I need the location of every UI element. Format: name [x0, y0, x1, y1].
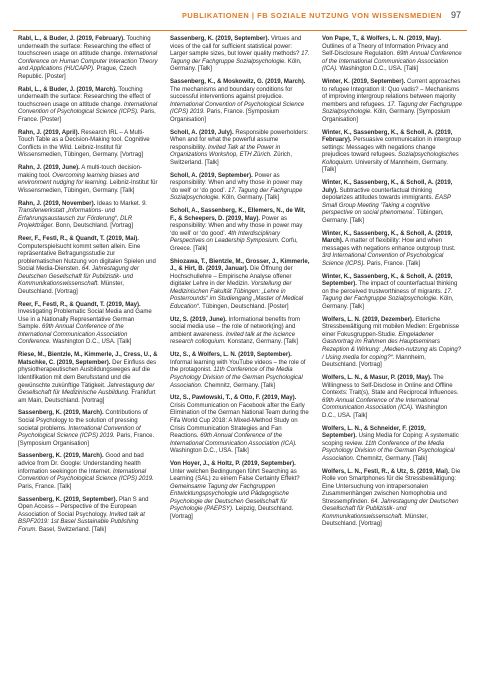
entry-details: Basel, Switzerland. [Talk] — [38, 526, 107, 533]
publication-entry — [170, 36, 310, 74]
entry-venue: Overcoming learning biases and environment nudging for learning. — [18, 172, 140, 187]
entry-details: Leipzig, Deutschland. [Vortrag] — [170, 506, 294, 520]
entry-venue: Jahrestagung der Gesellschaft für Medizinische Ausbildung. — [18, 382, 155, 397]
publication-entry — [18, 410, 158, 448]
entry-venue: 11th Conference of the Media Psychology Division of the German Psychological Association. — [322, 440, 455, 462]
entry-authors: Winter, K., Sassenberg, K., & Scholl, A. (2019, July). — [322, 180, 453, 194]
entry-details: Washington D.C., USA. [Talk] — [170, 448, 249, 455]
entry-authors: Wolfers, L. N., & Masur, P. (2019, May). — [322, 374, 432, 381]
entry-details: University of Mannheim, Germany. [Talk] — [322, 159, 448, 174]
entry-title: Good and bad advice from Dr. Google: Understanding health information seekingon the Internet. — [18, 453, 144, 475]
entry-venue: 17. Tagung der Fachgruppe Sozialpsychologie. — [322, 101, 462, 116]
entry-details: Paris, France. [Poster] — [18, 109, 156, 123]
entry-details: Tübingen, Deutschland. [Poster] — [202, 303, 289, 310]
entry-authors: Sassenberg, K. (2019, March). — [18, 410, 104, 417]
entry-authors: Utz, S., & Wolfers, L. N. (2019, September). — [170, 352, 292, 359]
entry-title: Subtractive counterfactual thinking depolarizes attitudes towards immigrants. — [322, 187, 434, 202]
entry-title: Die Öffnung der Hochschullehre – Empirische Analyse offener digitaler Lehre in der Medizin. — [170, 266, 293, 288]
publication-entry — [170, 259, 310, 312]
entry-venue: 17. Tagung der Fachgruppe Sozialpsychologie. — [322, 288, 453, 303]
publication-entry — [322, 79, 462, 124]
entry-details: Leibniz-Institut für Wissensmedien, Tübingen, Germany. [Talk] — [18, 180, 158, 194]
entry-title: A multi-touch decision-making tool. — [18, 165, 143, 179]
entry-title: The mechanisms and boundary conditions for successful interventions against prejudice. — [170, 86, 293, 101]
entry-details: Köln, Germany. [Talk] — [221, 195, 280, 202]
publication-entry — [18, 352, 158, 405]
entry-authors: Riese, M., Bientzle, M., Kimmerle, J., Cress, U., & Matschke, C. (2019, September). — [18, 352, 158, 366]
entry-details: Konstanz, Germany. [Talk] — [227, 339, 298, 346]
entry-authors: Sassenberg, K. (2019, September). — [170, 36, 270, 42]
entry-title: Virtues and vices of the call for sufficient statistical power: Larger sample sizes, but lower quality methods? — [170, 36, 302, 58]
publication-entry — [170, 317, 310, 347]
column-1 — [18, 36, 158, 540]
entry-details: Köln, Germany. [Talk] — [170, 58, 302, 73]
entry-venue: Vorstellung der Medizinischen Fakultät Tübingen: „Lehre in Posterrounds“ im Studiengang „Master of Medical Education“. — [170, 281, 304, 310]
entry-details: Washington D.C., USA. [Talk] — [52, 339, 132, 346]
publication-entry — [18, 201, 158, 231]
publication-entry — [322, 274, 462, 312]
entry-title: Plan S and Open Access – Perspective of the European Association of Social Psychology. — [18, 496, 149, 518]
entry-details: Frankfurt am Main, Deutschland. [Vortrag] — [18, 390, 156, 404]
publication-entry — [322, 231, 462, 269]
entry-title: Unter welchen Bedingungen führt Searching as Learning (SAL) zu einem False Certainty Effekt? — [170, 468, 300, 483]
entry-title: Informal learning with YouTube videos – the role of the protagonist. — [170, 359, 306, 374]
entry-venue: 17. Tagung der Fachgruppe Sozialpsychologie. — [170, 187, 303, 202]
publication-entry — [322, 426, 462, 464]
entry-venue: Gemeinsame Tagung der Fachgruppen Entwicklungspsychologie und Pädagogische Psychologie der Deutschen Gesellschaft für Psychologie (PAEPSY). — [170, 483, 290, 513]
entry-title: Contributions of Social Psychology to the solution of pressing societal problems. — [18, 410, 148, 432]
entry-details: Tübingen, Germany. [Talk] — [322, 210, 444, 224]
entry-authors: Winter, K., Sassenberg, K., & Scholl, A. (2019, February). — [322, 129, 453, 144]
entry-title: Informational benefits from social media use – the role of network(ing) and ambient awareness. — [170, 316, 301, 338]
entry-details: Paris, France. [Symposium Organisation] — [18, 433, 155, 447]
entry-venue: International Convention of Psychological Science (ICPS) 2019. — [18, 468, 154, 483]
header-rule — [13, 30, 467, 31]
page-header — [0, 11, 480, 27]
entry-venue: 4th Interdisciplinary Perspectives on Leadership Symposium. — [170, 230, 281, 245]
entry-title: Elterliche Stressbewältigung mit mobilen Medien: Ergebnisse einer Fokusgruppen-Studie. — [322, 316, 460, 338]
entry-authors: Winter, K., Sassenberg, K., & Scholl, A. (2019, September). — [322, 273, 453, 288]
entry-details: Münster, Deutschland. [Vortrag] — [322, 513, 428, 528]
entry-title: Responsible powerholders: When and for what the powerful assume responsibility. — [170, 129, 309, 151]
page-number: 97 — [450, 10, 461, 20]
entry-venue: 64. Jahrestagung der Deutschen Gesellschaft für Publizistik- und Kommunikationswissenschaft. — [322, 498, 459, 520]
entry-authors: Reer, F., Festl, R., & Quandt, T. (2019, May). — [18, 301, 141, 308]
entry-venue: 3rd International Convention of Psychological Science (ICPS). — [322, 253, 444, 267]
entry-title: Using Media for Coping: A systematic scoping review. — [322, 433, 459, 447]
entry-title: Research IRL – A Multi-Touch Table as a Decision-Making tool. Cognitive Conflicts in the Wild. — [18, 129, 150, 151]
entry-venue: International Convention of Psychological Science (ICPS) 2019. — [170, 101, 305, 116]
entry-venue: EASP Small Group Meeting ‘Taking a cognitive perspective on social phenomena’. — [322, 195, 451, 217]
publication-entry — [170, 352, 310, 390]
publication-entry — [170, 173, 310, 203]
publication-entry — [170, 130, 310, 168]
publication-entry — [322, 317, 462, 370]
entry-details: Washington D.C., USA. [Talk] — [339, 66, 419, 73]
entry-venue: Invited talk at BSPF2019: 1st Basel Sustainable Publishing Forum. — [18, 511, 145, 533]
entry-title: Power as responsibility: When and why those in power may ‘do well’ or ‘do good’. — [170, 215, 303, 237]
entry-venue: Invited talk at the iscience research colloquium. — [170, 331, 296, 346]
entry-authors: Rabl, L., & Buder, J. (2019, March). — [18, 86, 117, 93]
publication-entry — [18, 130, 158, 160]
entry-authors: Von Pape, T., & Wolfers, L. N. (2019, May). — [322, 36, 442, 42]
entry-authors: Wolfers, L. N., Festl, R., & Utz, S. (2019, Mai). — [322, 468, 450, 475]
entry-details: Bonn, Deutschland. [Vortrag] — [55, 223, 134, 230]
entry-venue: 69th Annual Conference of the International Communication Association (ICA). — [322, 397, 439, 412]
publication-entry — [170, 79, 310, 124]
entry-details: Leibniz-Institut für Wissensmedien, Tübingen, Germany. [Vortrag] — [18, 144, 144, 159]
entry-venue: Eingeladener Gastvortrag im Rahmen des Hauptseminars Rezeption & Wirkung: „Medien-nutzung als Coping? / Using media for coping?“. — [322, 331, 462, 361]
entry-venue: Sozialpsychologisches Kolloquium. — [322, 152, 459, 166]
entry-venue: 69th Annual Conference of the International Communication Association (ICA). — [170, 433, 297, 447]
entry-details: Chemnitz, Germany. [Talk] — [204, 382, 276, 389]
entry-details: Mannheim, Deutschland. [Vortrag] — [322, 354, 426, 369]
publication-entry — [18, 87, 158, 125]
entry-title: Ideas to Market. — [96, 200, 141, 207]
entry-title: The Willingness to Self-Disclose in Online and Offline Contexts: Trait(s), State and Reciprocal Influences. — [322, 374, 459, 397]
entry-title: Crisis Communication on Facebook after the Early Elimination of the German National Team during the Fifa World Cup 2018: A Mixed-Method Study on Crisis Communication Strategies and Fan Reactions. — [170, 402, 309, 440]
entry-authors: Rahn, J. (2019, June). — [18, 165, 80, 172]
publication-entry — [18, 497, 158, 535]
entry-venue: International Conference on Human Computer Interaction Theory and Applications (HUCAPP). — [18, 51, 158, 73]
entry-authors: Utz, S., Pawlowski, T., & Otto, F. (2019, May). — [170, 395, 297, 402]
publication-entry — [170, 208, 310, 253]
entry-details: Chemnitz, Germany. [Talk] — [356, 455, 428, 462]
entry-authors: Von Hoyer, J., & Holtz, P. (2019, September). — [170, 461, 296, 468]
entry-authors: Scholl, A., Sassenberg, K., Ellemers, N., de Wit, F., & Scheepers, D. (2019, May). — [170, 208, 306, 222]
entry-details: Paris, France. [Symposium Organisation] — [170, 109, 280, 123]
entry-details: Köln, Germany. [Symposium Organisation] — [322, 109, 451, 123]
entry-title: Persuasive communication in intergroup settings: Messages with negations change prejudices toward refugees. — [322, 137, 461, 159]
entry-authors: Scholl, A. (2019, September). — [170, 172, 253, 179]
entry-title: Investigating Problematic Social Media and Game Use in a Nationally Representative German Sample. — [18, 309, 152, 331]
publication-entry — [18, 165, 158, 195]
publication-entry — [322, 375, 462, 420]
entry-authors: Winter, K., Sassenberg, K., & Scholl, A. (2019, March). — [322, 230, 453, 245]
entry-authors: Rahn, J. (2019, November). — [18, 200, 96, 207]
entry-authors: Rabl, L., & Buder, J. (2019, February). — [18, 36, 125, 42]
entry-title: Outlines of a Theory of Information Privacy and Self-Disclosure Regulation. — [322, 43, 449, 58]
entry-authors: Sassenberg, K., & Moskowitz, G. (2019, March). — [170, 79, 306, 86]
entry-details: Paris, France. [Talk] — [18, 483, 72, 490]
entry-authors: Wolfers, L. N., & Schneider, F. (2019, September). — [322, 425, 426, 440]
publication-entry — [170, 461, 310, 521]
entry-details: Zürich, Switzerland. [Talk] — [170, 152, 292, 166]
entry-venue: 17. Tagung der Fachgruppe Sozialpsychologie. — [170, 51, 310, 65]
entry-details: Washington D.C., USA. [Talk] — [322, 405, 448, 419]
entry-authors: Reer, F., Festl, R., & Quandt, T. (2019, Mai). — [18, 236, 139, 243]
entry-venue: 9. Transferwerkstatt „Informations- und Erfahrungsaustausch zur Förderung“, DLR Projektträger. — [18, 200, 148, 230]
entry-venue: International Convention of Psychological Science (ICPS) 2019. — [18, 425, 141, 440]
publication-entry — [18, 453, 158, 491]
publication-entry — [170, 395, 310, 455]
entry-title: Current approaches to refugee Integration II: Quo vadis? – Mechanisms of improving intergroup relations between majority members and refugees. — [322, 79, 461, 108]
entry-details: Corfu, Greece. [Talk] — [170, 238, 298, 252]
entry-title: Touching underneath the surface: Researching the effect of touchscreen usage on attitude change. — [18, 86, 151, 108]
column-2 — [170, 36, 310, 527]
publication-entry — [18, 302, 158, 347]
entry-title: The impact of counterfactual thinking on the perceived trustworthiness of migrants. — [322, 281, 458, 295]
entry-authors: Utz, S. (2019, June). — [170, 316, 227, 323]
entry-venue: Invited Talk at the Power in Organizations Workshop, ETH Zürich. — [170, 144, 281, 159]
entry-authors: Wolfers, L. N. (2019, Dezember). — [322, 316, 414, 323]
running-title: PUBLIKATIONEN | FB SOZIALE NUTZUNG VON WISSENSMEDIEN — [181, 11, 442, 20]
publication-entry — [322, 130, 462, 175]
publication-entry — [18, 36, 158, 81]
column-3 — [322, 36, 462, 534]
entry-details: Münster, Deutschland. [Vortrag] — [18, 281, 124, 295]
entry-venue: 69th Annual Conference of the International Communication Association (ICA). — [322, 51, 462, 73]
entry-details: Prague, Czech Republic. [Poster] — [18, 66, 137, 80]
entry-authors: Shiozawa, T., Bientzle, M., Grosser, J., Kimmerle, J., & Hirt, B. (2019, Januar). — [170, 258, 310, 273]
entry-title: Der Einfluss des physiotherapeutischen Ausbildungsweges auf die Identifikation mit dem Berufsstand und die gewünschte zukünftige Tätigkeit. — [18, 359, 157, 389]
entry-title: Computerspielsucht kommt selten allein. Eine repräsentative Befragungsstudie zur problematischen Nutzung von digitalen Spielen und Social Media-Diensten. — [18, 243, 156, 273]
entry-title: Power as responsibility: When and why those in power may ‘do well’ or ‘do good’. — [170, 172, 303, 194]
publication-entry — [18, 236, 158, 296]
entry-title: A matter of flexibility: How and when messages with negations enhance outgroup trust. — [322, 238, 456, 252]
entry-title: Touching underneath the surface: Researching the effect of touchscreen usage on attitude change. — [18, 36, 151, 58]
entry-venue: 64. Jahrestagung der Deutschen Gesellschaft für Publizistik- und Kommunikationswissenschaft. — [18, 266, 140, 288]
entry-authors: Winter, K. (2019, September). — [322, 79, 406, 86]
entry-authors: Sassenberg, K. (2019, September). — [18, 496, 118, 503]
publication-entry — [322, 36, 462, 74]
entry-title: Die Rolle von Smartphones für die Stressbewältigung: Eine Untersuchung von intrapersonalen Zusammenhängen zwischen Nomophobia und Stressempfinden. — [322, 468, 461, 505]
entry-details: Köln, Germany. [Talk] — [322, 296, 454, 310]
entry-venue: 69th Annual Conference of the International Communication Association Conference. — [18, 324, 128, 346]
entry-authors: Sassenberg, K. (2019, March). — [18, 453, 104, 460]
entry-details: Paris, France. [Talk] — [366, 260, 421, 267]
entry-authors: Scholl, A. (2019, July). — [170, 129, 234, 136]
entry-authors: Rahn, J. (2019, April). — [18, 129, 80, 136]
publication-entry — [322, 180, 462, 225]
entry-venue: International Convention of Psychological Science (ICPS). — [18, 101, 158, 116]
entry-venue: 11th Conference of the Media Psychology Division of the German Psychological Association. — [170, 367, 303, 389]
publication-entry — [322, 469, 462, 529]
